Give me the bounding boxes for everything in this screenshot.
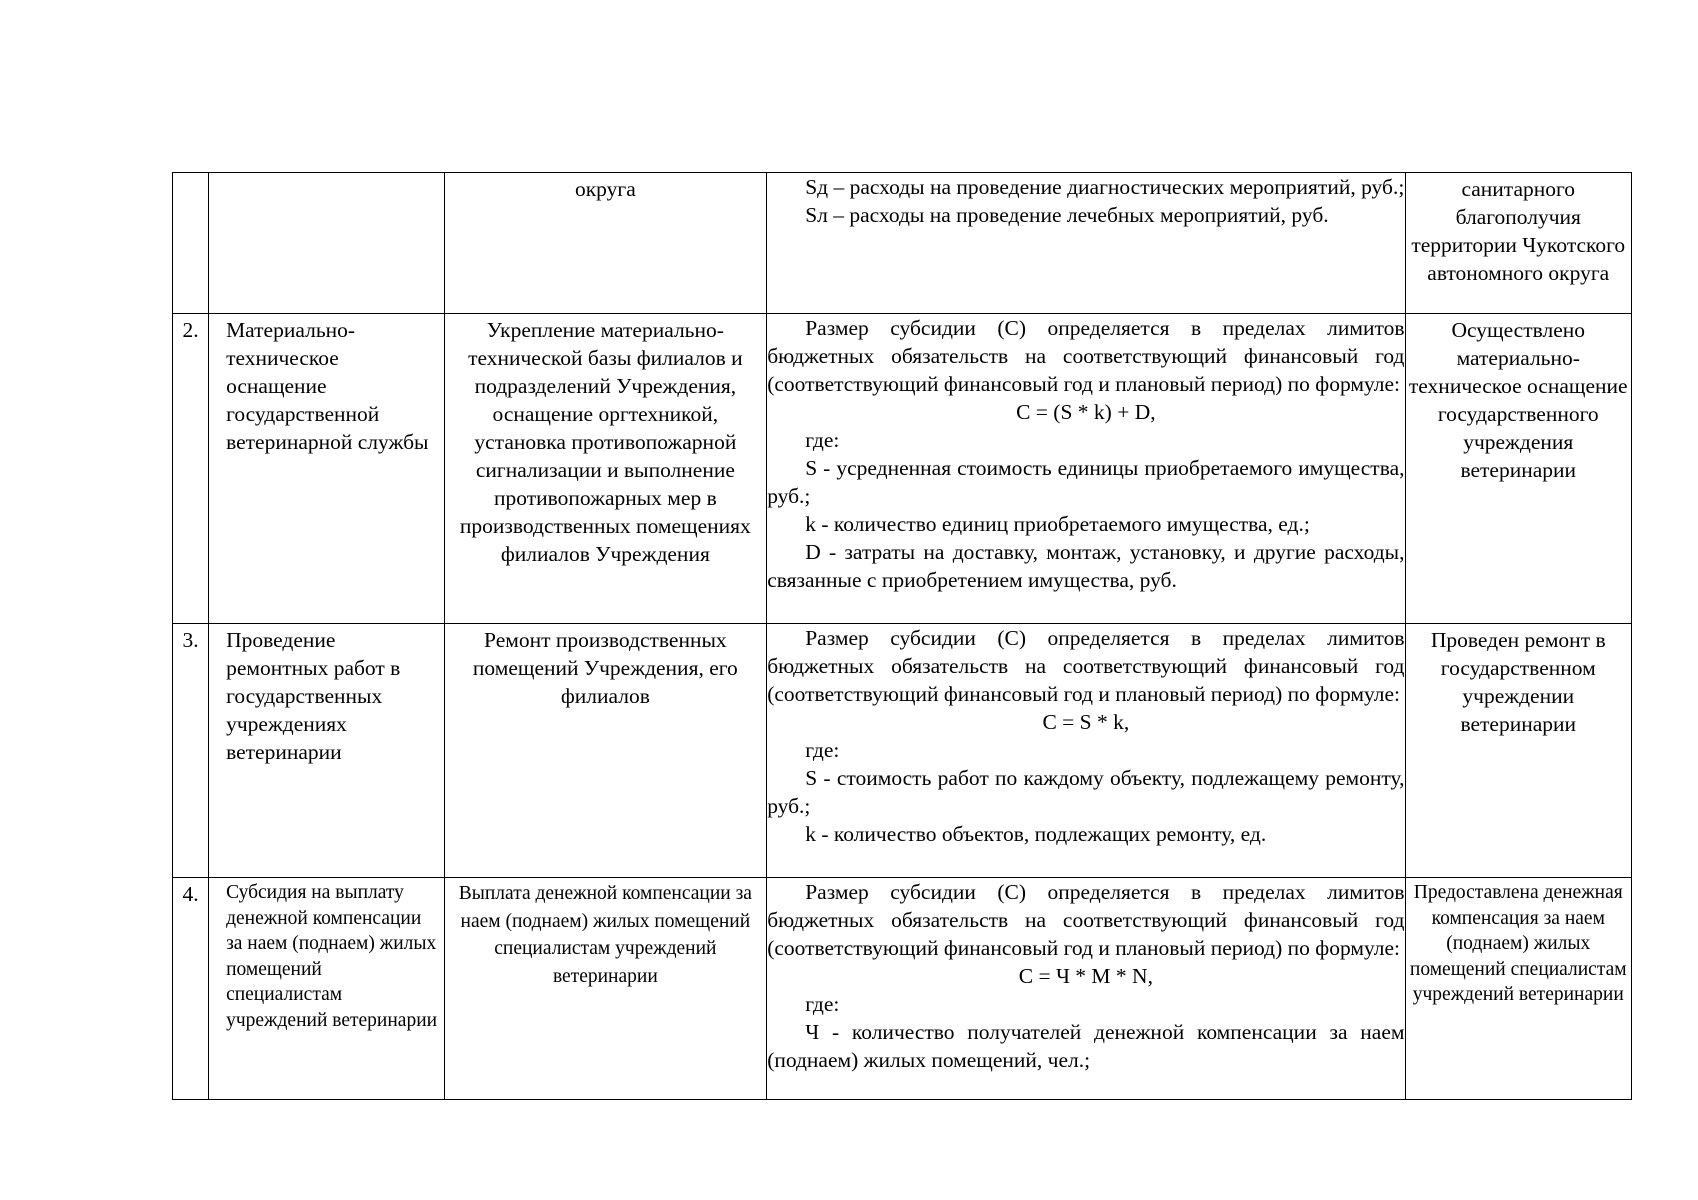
table-row [173,173,1632,314]
calc-paragraph: D - затраты на доставку, монтаж, установку, и другие расходы, связанные с приобретением имущества, руб. [767,540,1405,592]
row-number [173,173,208,175]
row-number-cell [173,624,209,878]
goal-text: Выплата денежной компенсации за наем (поднаем) жилых помещений специалистам учреждений ветеринарии [458,883,752,987]
row-number: 2. [182,318,199,342]
result-cell [1405,314,1632,624]
row-number-cell [173,173,209,314]
calc-formula: С = (S * k) + D, [1016,400,1156,424]
calc-paragraph: S - стоимость работ по каждому объекту, подлежащему ремонту, руб.; [767,766,1405,818]
row-number-cell [173,314,209,624]
goal-text: Укрепление материально-технической базы филиалов и подразделений Учреждения, оснащение оргтехникой, установка противопожарной сигнализации и выполнение противопожарных мер в производственных помещениях филиалов Учреждения [459,318,751,566]
activity-name-cell [209,314,444,624]
activity-name: Проведение ремонтных работ в государственных учреждениях ветеринарии [226,628,401,764]
calc-formula: С = Ч * М * N, [1018,964,1153,988]
calc-paragraph: k - количество единиц приобретаемого имущества, ед.; [805,512,1310,536]
row-number: 4. [182,882,199,906]
row-number: 3. [182,628,199,652]
calc-paragraph: Sд – расходы на проведение диагностических мероприятий, руб.; [805,175,1405,199]
result-text: санитарного благополучия территории Чукотского автономного округа [1411,177,1626,285]
table-row [173,878,1632,1100]
result-cell [1405,624,1632,878]
table-row [173,624,1632,878]
goal-cell [444,624,767,878]
calculation-cell [767,314,1405,624]
goal-cell [444,878,767,1100]
calc-formula: С = S * k, [1042,710,1130,734]
calc-paragraph: где: [805,992,840,1016]
calculation-cell [767,878,1405,1100]
activity-name-cell [209,624,444,878]
calc-paragraph: Размер субсидии (С) определяется в пределах лимитов бюджетных обязательств на соответствующий финансовый год (соответствующий финансовый год и плановый период) по формуле: [767,880,1405,960]
calc-paragraph: где: [805,738,840,762]
subsidy-table [172,172,1632,1100]
result-cell [1405,173,1632,314]
calc-paragraph: Ч - количество получателей денежной компенсации за наем (поднаем) жилых помещений, чел.; [767,1020,1405,1072]
calculation-cell [767,173,1405,314]
result-text: Проведен ремонт в государственном учреждении ветеринарии [1430,628,1606,736]
goal-cell [444,314,767,624]
calc-paragraph: где: [805,428,840,452]
calculation-cell [767,624,1405,878]
result-cell [1405,878,1632,1100]
result-text: Предоставлена денежная компенсация за наем (поднаем) жилых помещений специалистам учреждений ветеринарии [1409,882,1627,1006]
activity-name: Субсидия на выплату денежной компенсации за наем (поднаем) жилых помещений специалистам учреждений ветеринарии [226,882,438,1031]
activity-name: Материально-техническое оснащение государственной ветеринарной службы [226,318,429,454]
activity-name [209,173,443,175]
goal-text: округа [574,177,636,201]
table-row [173,314,1632,624]
activity-name-cell [209,173,444,314]
calc-paragraph: S - усредненная стоимость единицы приобретаемого имущества, руб.; [767,456,1405,508]
calc-paragraph: Sл – расходы на проведение лечебных мероприятий, руб. [805,203,1329,227]
calc-paragraph: k - количество объектов, подлежащих ремонту, ед. [805,822,1267,846]
calc-paragraph: Размер субсидии (С) определяется в пределах лимитов бюджетных обязательств на соответствующий финансовый год (соответствующий финансовый год и плановый период) по формуле: [767,316,1405,396]
activity-name-cell [209,878,444,1100]
result-text: Осуществлено материально-техническое оснащение государственного учреждения ветеринарии [1408,318,1628,482]
goal-text: Ремонт производственных помещений Учреждения, его филиалов [472,628,738,708]
row-number-cell [173,878,209,1100]
goal-cell [444,173,767,314]
calc-paragraph: Размер субсидии (С) определяется в пределах лимитов бюджетных обязательств на соответствующий финансовый год (соответствующий финансовый год и плановый период) по формуле: [767,626,1405,706]
